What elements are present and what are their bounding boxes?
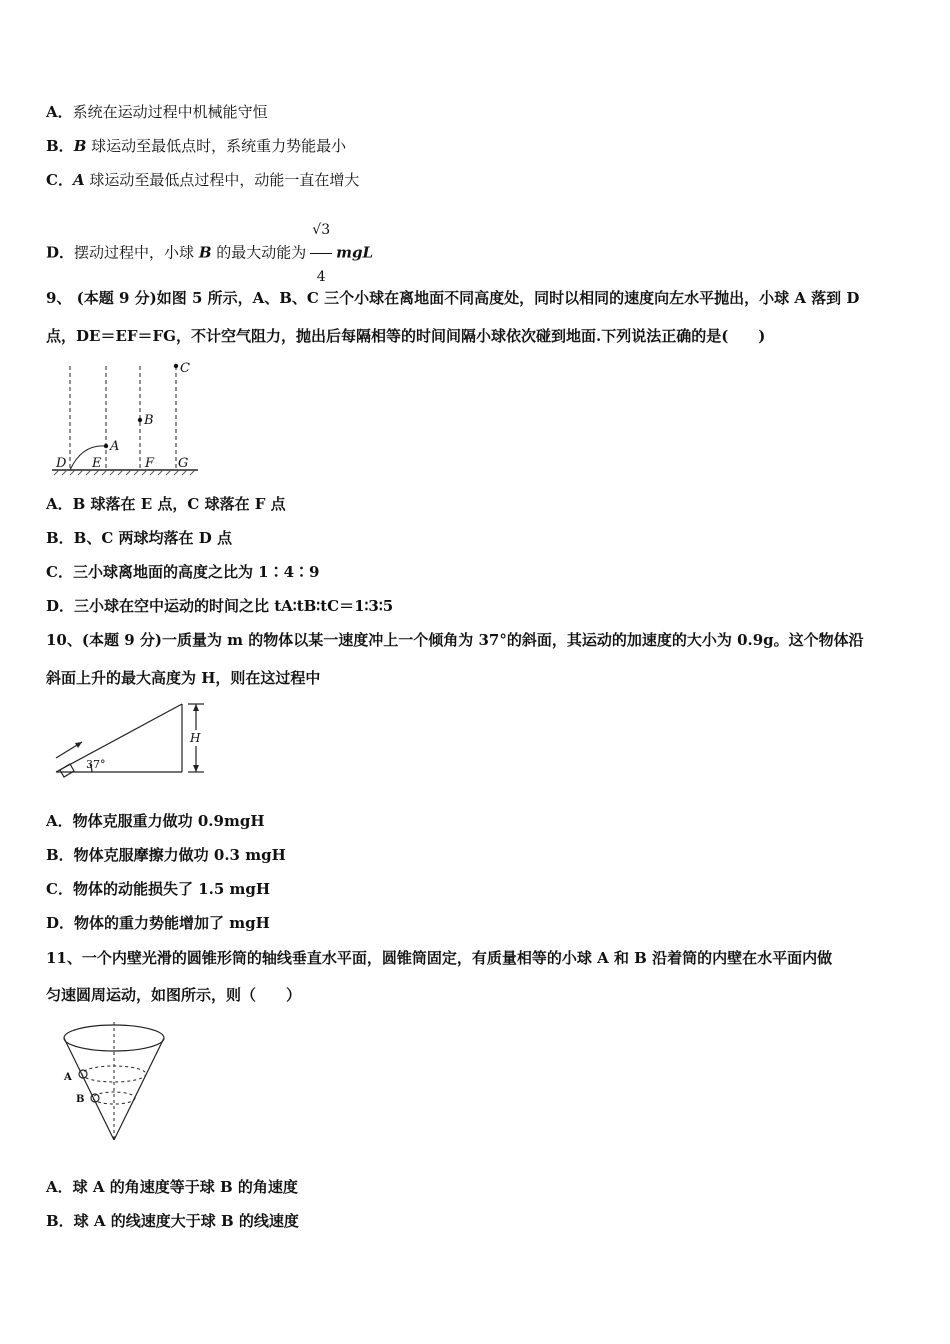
q9-stem-line1: 9、 (本题 9 分)如图 5 所示，A、B、C 三个小球在离地面不同高度处，同时以相同的速度向左水平抛出，小球 A 落到 D [46, 289, 860, 307]
height-label: H [190, 731, 201, 745]
q10-stem-line1: 10、(本题 9 分)一质量为 m 的物体以某一速度冲上一个倾角为 37°的斜面，其运动的加速度的大小为 0.9g。这个物体沿 [46, 631, 864, 649]
angle-label: 37° [86, 758, 106, 771]
q10-option-a: A．物体克服重力做功 0.9mgH [46, 812, 265, 830]
q10-option-b: B．物体克服摩擦力做功 0.3 mgH [46, 846, 286, 864]
q8-option-a: A．系统在运动过程中机械能守恒 [46, 103, 268, 121]
q10-option-d: D．物体的重力势能增加了 mgH [46, 914, 270, 932]
q9-option-a: A．B 球落在 E 点，C 球落在 F 点 [46, 495, 286, 513]
q9-option-c: C．三小球离地面的高度之比为 1∶4∶9 [46, 563, 320, 581]
q10-stem-line2: 斜面上升的最大高度为 H，则在这过程中 [46, 669, 321, 687]
label-a: A [110, 439, 120, 454]
q11-stem-line1: 11、一个内壁光滑的圆锥形筒的轴线垂直水平面，圆锥筒固定，有质量相等的小球 A 和 B 沿着筒的内壁在水平面内做 [46, 949, 833, 967]
q9-stem-line2: 点，DE＝EF＝FG，不计空气阻力，抛出后每隔相等的时间间隔小球依次碰到地面.下列说法正确的是( ) [46, 327, 766, 345]
q8-option-d: D．摆动过程中，小球 B 的最大动能为 $\frac{√3}{4}$ mgL [46, 207, 373, 300]
q8-option-c: C．A 球运动至最低点过程中，动能一直在增大 [46, 171, 360, 189]
label-b: B [144, 413, 154, 428]
q11-stem-line2: 匀速圆周运动，如图所示，则（ ） [46, 986, 302, 1004]
q9-figure [48, 358, 208, 478]
label-f: F [145, 456, 155, 471]
label-c: C [180, 361, 190, 376]
q10-figure [48, 700, 218, 780]
label-d: D [56, 456, 67, 471]
cone-label-b: B [76, 1094, 85, 1105]
q10-option-c: C．物体的动能损失了 1.5 mgH [46, 880, 271, 898]
q11-figure [56, 1018, 186, 1148]
label-g: G [178, 456, 189, 471]
q8-option-b: B．B 球运动至最低点时，系统重力势能最小 [46, 137, 347, 155]
q11-option-b: B．球 A 的线速度大于球 B 的线速度 [46, 1212, 299, 1230]
ball-a [104, 444, 108, 448]
q9-option-b: B．B、C 两球均落在 D 点 [46, 529, 232, 547]
ball-b [138, 418, 142, 422]
cone-label-a: A [64, 1072, 72, 1083]
ball-c [174, 364, 178, 368]
q11-option-a: A．球 A 的角速度等于球 B 的角速度 [46, 1178, 298, 1196]
q9-option-d: D．三小球在空中运动的时间之比 tA∶tB∶tC＝1∶3∶5 [46, 597, 394, 615]
label-e: E [92, 456, 102, 471]
fraction-sqrt3-over-4: $\frac{√3}{4}$ [310, 207, 332, 300]
